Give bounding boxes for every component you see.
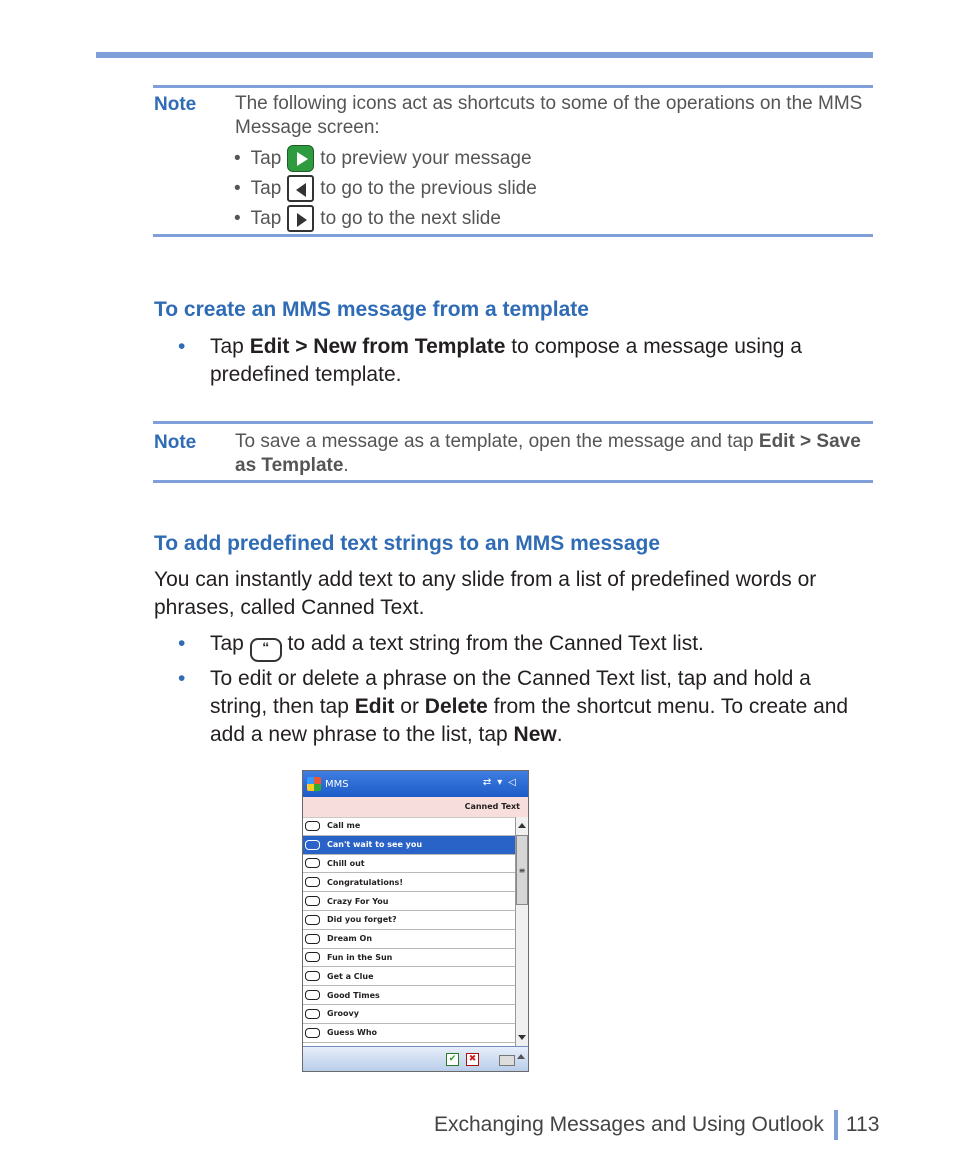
canned-text-icon: “ [250,638,282,662]
note-bottom-rule [153,480,873,483]
canned-text-icon [305,934,320,944]
bullet-text [210,665,870,749]
note-bullet-previous [234,175,537,202]
text-run: Tap [210,632,250,655]
windows-start-icon[interactable] [307,777,321,791]
top-accent-bar [96,52,873,58]
canned-text-header: Canned Text [303,797,528,818]
list-item-label: Congratulations! [327,877,403,887]
bold-command: New [513,723,557,746]
bullet-text: to go to the next slide [320,207,501,229]
ok-check-icon[interactable]: ✔ [446,1053,459,1066]
bullet-dot: • [234,147,241,169]
list-item[interactable] [303,1005,515,1024]
canned-text-icon [305,990,320,1000]
phone-menu-bar [303,1046,528,1071]
list-item[interactable] [303,1024,515,1043]
note-bottom-rule [153,234,873,237]
text-run: to compose a message using a predefined template. [210,335,802,386]
text-run: Tap [210,335,250,358]
bullet-text [210,630,870,662]
canned-text-icon [305,821,320,831]
canned-text-icon [305,971,320,981]
list-item[interactable] [303,930,515,949]
text-run: . [343,455,349,476]
text-run: to add a text string from the Canned Text list. [281,632,704,655]
list-item-label: Dream On [327,934,373,944]
text-run: To edit or delete a phrase on the Canned Text list, tap and hold a string, then tap [210,667,811,718]
bullet-dot: • [234,177,241,199]
bullet-dot: • [234,207,241,229]
text-run: To save a message as a template, open the message and tap [235,431,759,452]
canned-text-icon [305,877,320,887]
note-top-rule [153,85,873,88]
list-item[interactable] [303,855,515,874]
list-item-label: Can't wait to see you [327,840,423,850]
list-item[interactable] [303,836,515,855]
cancel-x-icon[interactable]: ✖ [466,1053,479,1066]
bullet-dot: • [178,667,186,690]
note-top-rule [153,421,873,424]
section-heading-canned-text: To add predefined text strings to an MMS message [154,532,661,555]
list-item-label: Get a Clue [327,971,374,981]
section-heading-template: To create an MMS message from a template [154,298,589,321]
bullet-text: to preview your message [320,147,532,169]
list-item[interactable] [303,817,515,836]
list-item-label: Did you forget? [327,915,397,925]
list-item-label: Call me [327,821,361,831]
list-item[interactable] [303,892,515,911]
scroll-up-icon[interactable] [517,819,527,833]
list-item[interactable] [303,986,515,1005]
edit-delete-bullet [178,665,878,755]
bullet-tap: Tap [250,207,282,229]
scroll-thumb[interactable]: ≡ [516,835,528,905]
phone-app-title: MMS [325,778,349,790]
bullet-tap: Tap [250,147,282,169]
canned-text-bullet [178,630,878,660]
list-item-label: Crazy For You [327,896,389,906]
note-bullet-next [234,205,501,232]
bullet-text [210,333,870,389]
next-slide-icon [287,205,314,232]
bold-command: Edit > Save as Template [235,431,861,476]
phone-screenshot [302,770,529,1072]
keyboard-icon[interactable] [499,1055,515,1066]
list-item[interactable] [303,873,515,892]
bold-command: Edit > New from Template [249,335,506,358]
list-item-label: Groovy [327,1009,359,1019]
intro-paragraph: You can instantly add text to any slide from a list of predefined words or phrases, called Canned Text. [154,568,817,619]
text-run: . [556,723,563,746]
canned-text-icon [305,858,320,868]
page-number: 113 [845,1113,880,1136]
list-item-label: Guess Who [327,1028,378,1038]
list-item-label: Chill out [327,858,365,868]
previous-slide-icon [287,175,314,202]
input-menu-arrow-icon[interactable] [517,1054,525,1059]
canned-text-icon [305,915,320,925]
canned-text-icon [305,840,320,850]
note-label: Note [154,432,197,453]
bullet-dot: • [178,335,186,358]
text-run: from the shortcut menu. To create and add a new phrase to the list, tap [210,695,849,746]
status-icons[interactable]: ⇄▾◁ [482,777,522,788]
bold-command: Delete [424,695,488,718]
bullet-dot: • [178,632,186,655]
note-bullet-preview [234,145,532,172]
note-text: The following icons act as shortcuts to some of the operations on the MMS Message screen: [235,93,863,138]
list-item[interactable] [303,949,515,968]
canned-text-list[interactable] [303,817,515,1047]
text-run: or [394,695,425,718]
canned-text-icon [305,896,320,906]
list-item-label: Good Times [327,990,380,1000]
list-item[interactable] [303,967,515,986]
list-item-label: Fun in the Sun [327,952,393,962]
scroll-down-icon[interactable] [517,1031,527,1045]
scrollbar[interactable] [515,817,528,1047]
footer-title: Exchanging Messages and Using Outlook [434,1113,824,1136]
bullet-tap: Tap [250,177,282,199]
footer-separator [834,1110,838,1140]
bullet-text: to go to the previous slide [320,177,537,199]
page-footer [434,1110,879,1140]
template-bullet [178,333,878,393]
preview-icon [287,145,314,172]
note-label: Note [154,94,197,115]
note-text [235,430,865,478]
phone-title-bar [303,771,528,797]
canned-text-icon [305,952,320,962]
bold-command: Edit [354,695,395,718]
list-item[interactable] [303,911,515,930]
canned-text-icon [305,1009,320,1019]
canned-text-icon [305,1028,320,1038]
